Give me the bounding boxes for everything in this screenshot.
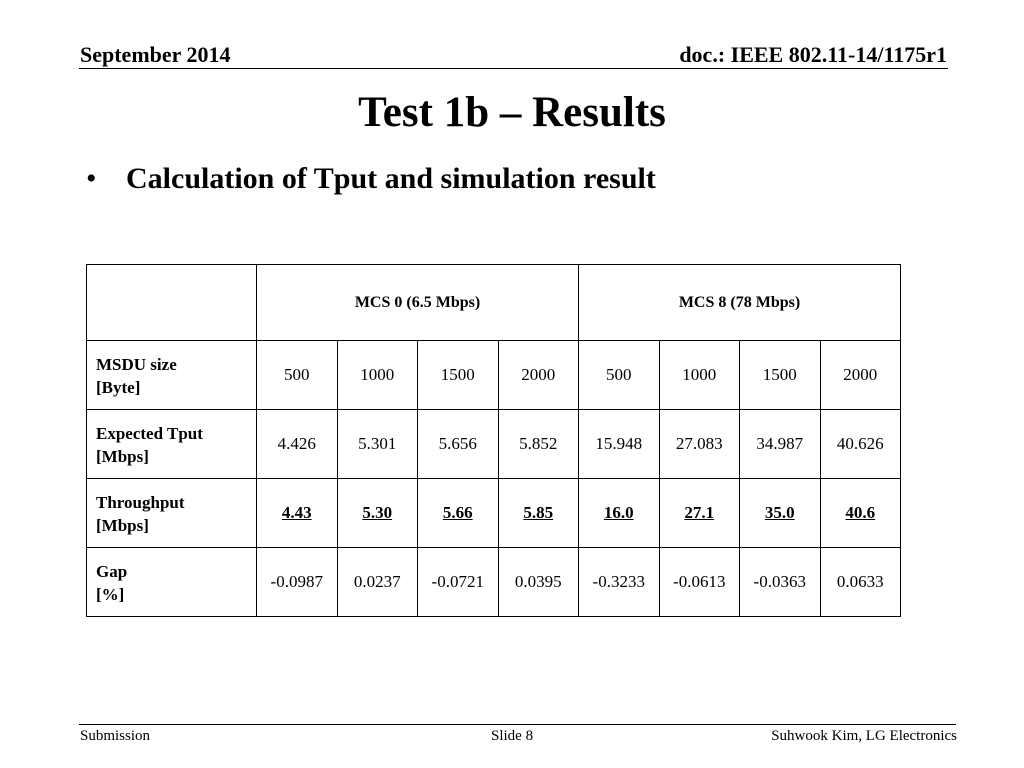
bullet-text: Calculation of Tput and simulation result [126,162,656,195]
footer-author: Suhwook Kim, LG Electronics [771,728,957,744]
table-cell: 500 [579,341,660,410]
table-cell: 0.0633 [820,548,901,617]
table-cell: 40.6 [820,479,901,548]
row-label [87,341,257,410]
table-cell: 0.0395 [498,548,579,617]
row-label-name: Throughput [96,493,185,512]
table-cell: 5.66 [418,479,499,548]
table-cell: 1500 [418,341,499,410]
table-cell: 1500 [740,341,821,410]
table-cell: 5.301 [337,410,418,479]
row-label-unit: [Byte] [96,378,141,397]
table-row-gap [87,548,901,617]
table-cell: -0.0721 [418,548,499,617]
slide-title: Test 1b – Results [358,89,666,136]
table-cell: 5.852 [498,410,579,479]
bullet-item [86,162,656,196]
row-label [87,548,257,617]
table-cell: 34.987 [740,410,821,479]
table-cell: 40.626 [820,410,901,479]
header-divider [79,68,948,69]
table-header-row [87,265,901,341]
footer-submission: Submission [80,728,151,744]
mcs0-group-header: MCS 0 (6.5 Mbps) [257,265,579,341]
table-cell: 4.43 [257,479,338,548]
table-cell: 27.083 [659,410,740,479]
row-label-name: MSDU size [96,355,177,374]
table-row-throughput [87,479,901,548]
row-label [87,479,257,548]
table-cell: 500 [257,341,338,410]
row-label-unit: [Mbps] [96,447,149,466]
document-id: doc.: IEEE 802.11-14/1175r1 [679,42,947,67]
table-cell: -0.0363 [740,548,821,617]
table-corner-cell [87,265,257,341]
table-cell: 4.426 [257,410,338,479]
table-cell: 35.0 [740,479,821,548]
footer-divider [79,724,956,725]
row-label [87,410,257,479]
table-cell: 1000 [659,341,740,410]
table-cell: 5.30 [337,479,418,548]
table-cell: -0.0987 [257,548,338,617]
table-cell: -0.3233 [579,548,660,617]
row-label-name: Expected Tput [96,424,203,443]
table-cell: -0.0613 [659,548,740,617]
header-date: September 2014 [80,42,231,67]
table-cell: 16.0 [579,479,660,548]
slide-number: Slide 8 [491,728,534,744]
bullet-icon: • [86,162,97,195]
table-cell: 5.85 [498,479,579,548]
table-cell: 2000 [498,341,579,410]
row-label-unit: [%] [96,585,125,604]
table-cell: 0.0237 [337,548,418,617]
table-cell: 2000 [820,341,901,410]
table-row-msdu-size [87,341,901,410]
mcs8-group-header: MCS 8 (78 Mbps) [579,265,901,341]
results-table [86,264,901,617]
table-cell: 27.1 [659,479,740,548]
table-cell: 15.948 [579,410,660,479]
row-label-unit: [Mbps] [96,516,149,535]
table-cell: 5.656 [418,410,499,479]
row-label-name: Gap [96,562,128,581]
table-row-expected-tput [87,410,901,479]
table-cell: 1000 [337,341,418,410]
